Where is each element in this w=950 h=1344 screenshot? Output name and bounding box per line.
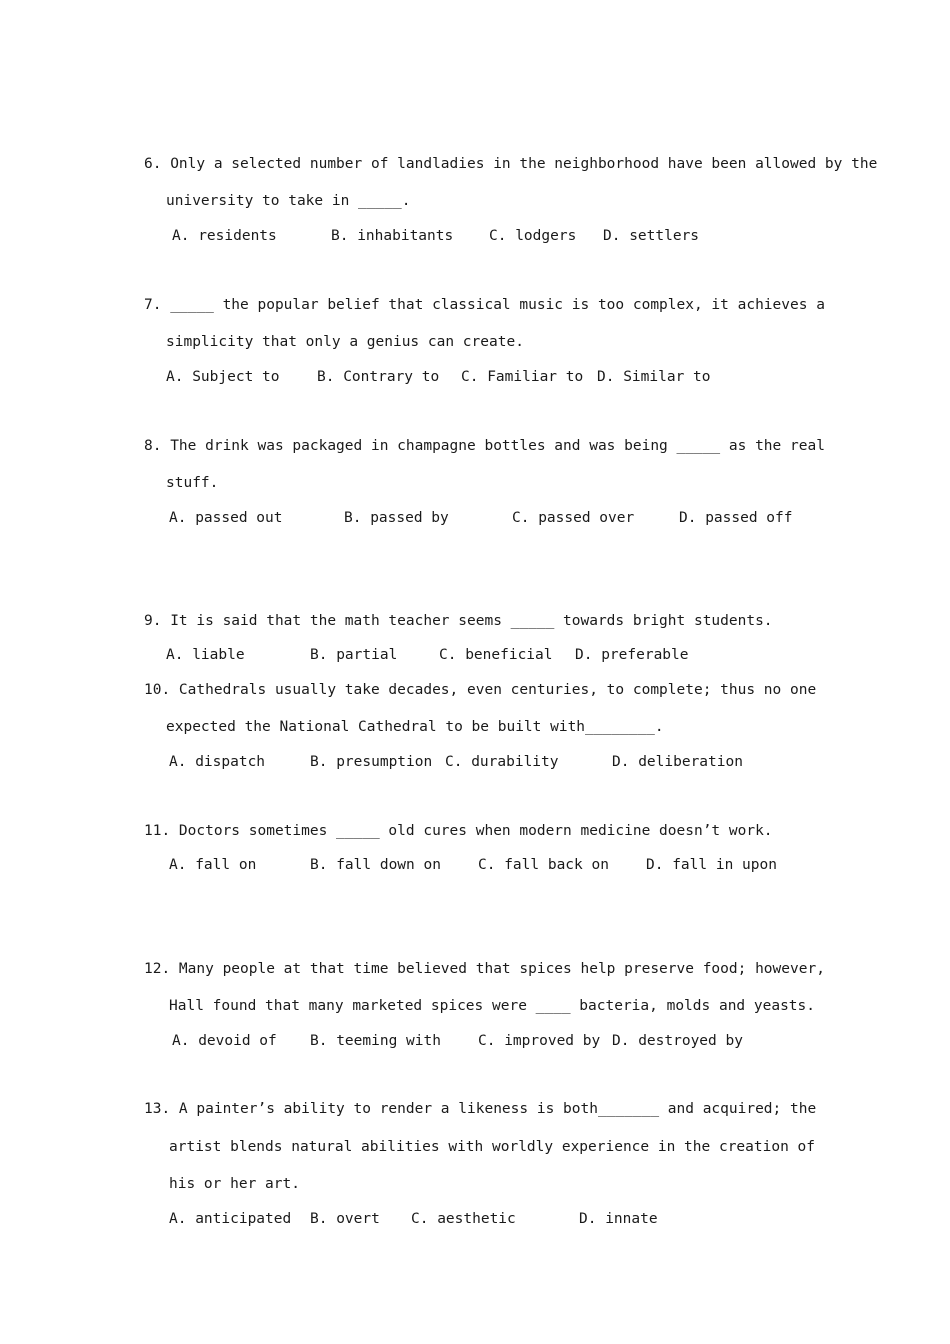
question-text-line: artist blends natural abilities with worldly experience in the creation of bbox=[169, 1139, 816, 1155]
question-text-line: his or her art. bbox=[169, 1176, 300, 1192]
answer-options bbox=[0, 368, 950, 386]
question-text-line: 7. _____ the popular belief that classical music is too complex, it achieves a bbox=[144, 297, 825, 313]
option-c[interactable]: C. passed over bbox=[512, 510, 635, 526]
option-b[interactable]: B. overt bbox=[310, 1211, 380, 1227]
question-text-line: 13. A painter’s ability to render a likeness is both_______ and acquired; the bbox=[144, 1101, 817, 1117]
option-a[interactable]: A. residents bbox=[172, 228, 277, 244]
option-d[interactable]: D. settlers bbox=[603, 228, 700, 244]
option-a[interactable]: A. dispatch bbox=[169, 754, 266, 770]
option-d[interactable]: D. deliberation bbox=[612, 754, 743, 770]
option-d[interactable]: D. Similar to bbox=[597, 369, 711, 385]
answer-options bbox=[0, 1210, 950, 1228]
option-c[interactable]: C. lodgers bbox=[489, 228, 577, 244]
answer-options bbox=[0, 227, 950, 245]
question-text-line: 10. Cathedrals usually take decades, even centuries, to complete; thus no one bbox=[144, 682, 817, 698]
answer-options bbox=[0, 856, 950, 874]
option-b[interactable]: B. partial bbox=[310, 647, 398, 663]
question-text-line: 8. The drink was packaged in champagne bottles and was being _____ as the real bbox=[144, 438, 825, 454]
option-a[interactable]: A. devoid of bbox=[172, 1033, 277, 1049]
option-a[interactable]: A. fall on bbox=[169, 857, 257, 873]
option-a[interactable]: A. Subject to bbox=[166, 369, 280, 385]
option-c[interactable]: C. Familiar to bbox=[461, 369, 584, 385]
answer-options bbox=[0, 753, 950, 771]
option-b[interactable]: B. Contrary to bbox=[317, 369, 440, 385]
question-text-line: simplicity that only a genius can create. bbox=[166, 334, 524, 350]
option-d[interactable]: D. fall in upon bbox=[646, 857, 777, 873]
option-c[interactable]: C. fall back on bbox=[478, 857, 609, 873]
option-d[interactable]: D. passed off bbox=[679, 510, 793, 526]
option-c[interactable]: C. durability bbox=[445, 754, 559, 770]
option-c[interactable]: C. improved by bbox=[478, 1033, 601, 1049]
question-text-line: Hall found that many marketed spices were ____ bacteria, molds and yeasts. bbox=[169, 998, 816, 1014]
option-c[interactable]: C. aesthetic bbox=[411, 1211, 516, 1227]
question-text-line: university to take in _____. bbox=[166, 193, 411, 209]
option-b[interactable]: B. inhabitants bbox=[331, 228, 454, 244]
question-text-line: expected the National Cathedral to be built with________. bbox=[166, 719, 664, 735]
option-a[interactable]: A. liable bbox=[166, 647, 245, 663]
question-text-line: 9. It is said that the math teacher seems _____ towards bright students. bbox=[144, 613, 773, 629]
question-text-line: 6. Only a selected number of landladies in the neighborhood have been allowed by the bbox=[144, 156, 878, 172]
option-b[interactable]: B. fall down on bbox=[310, 857, 441, 873]
option-a[interactable]: A. anticipated bbox=[169, 1211, 292, 1227]
option-d[interactable]: D. preferable bbox=[575, 647, 689, 663]
question-text-line: 12. Many people at that time believed that spices help preserve food; however, bbox=[144, 961, 825, 977]
option-a[interactable]: A. passed out bbox=[169, 510, 283, 526]
option-b[interactable]: B. passed by bbox=[344, 510, 449, 526]
answer-options bbox=[0, 509, 950, 527]
option-d[interactable]: D. innate bbox=[579, 1211, 658, 1227]
answer-options bbox=[0, 646, 950, 664]
option-b[interactable]: B. teeming with bbox=[310, 1033, 441, 1049]
question-text-line: stuff. bbox=[166, 475, 219, 491]
option-d[interactable]: D. destroyed by bbox=[612, 1033, 743, 1049]
answer-options bbox=[0, 1032, 950, 1050]
option-b[interactable]: B. presumption bbox=[310, 754, 433, 770]
option-c[interactable]: C. beneficial bbox=[439, 647, 553, 663]
question-text-line: 11. Doctors sometimes _____ old cures when modern medicine doesn’t work. bbox=[144, 823, 773, 839]
